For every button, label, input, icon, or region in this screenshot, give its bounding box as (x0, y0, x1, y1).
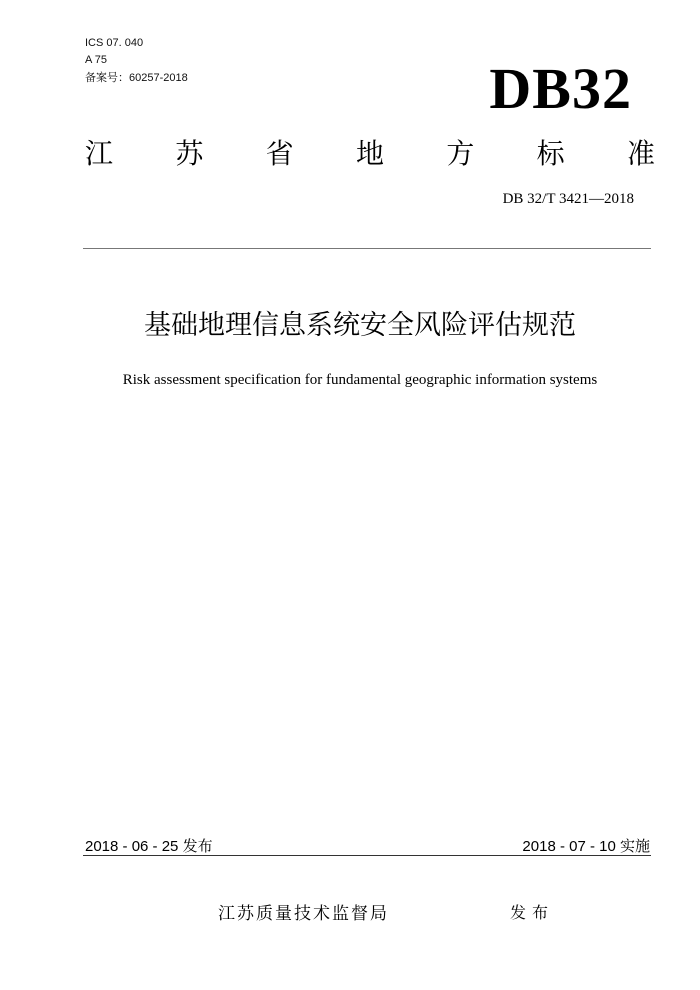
ics-code: ICS 07. 040 (85, 37, 144, 49)
standard-type-char: 准 (626, 137, 655, 170)
standard-type-char: 标 (536, 137, 565, 170)
issue-date: 2018 - 06 - 25 发布 (85, 838, 213, 855)
standard-number: DB 32/T 3421—2018 (502, 191, 634, 207)
filing-number: 备案号：60257-2018 (85, 72, 188, 84)
issuing-authority: 江苏质量技术监督局 (218, 904, 389, 924)
standard-type-title (85, 136, 655, 172)
document-title-english: Risk assessment specification for fundamental geographic information systems (122, 372, 598, 388)
standard-type-char: 苏 (175, 137, 204, 170)
top-divider (83, 248, 651, 249)
standard-logo: DB32 (489, 56, 632, 121)
standard-type-char: 方 (446, 137, 475, 170)
document-title-chinese: 基础地理信息系统安全风险评估规范 (144, 310, 576, 341)
bottom-divider (83, 855, 651, 856)
standard-type-char: 省 (265, 137, 294, 170)
standard-type-char: 江 (85, 137, 114, 170)
classification-code: A 75 (85, 54, 108, 66)
publish-label: 发布 (510, 903, 555, 922)
standard-type-char: 地 (355, 137, 384, 170)
implementation-date: 2018 - 07 - 10 实施 (522, 838, 650, 855)
